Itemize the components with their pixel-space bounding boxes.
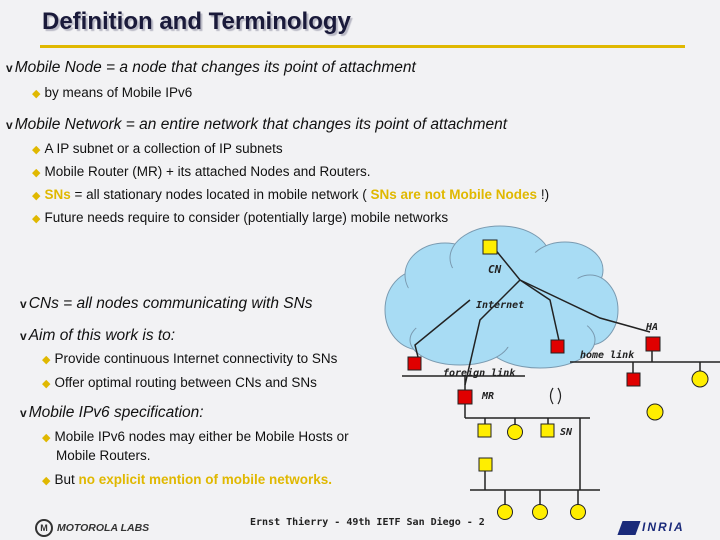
inria-emblem-icon bbox=[617, 521, 640, 535]
home-link-label: home link bbox=[580, 350, 635, 361]
sub-bullet-hosts-routers: ◆ Mobile IPv6 nodes may either be Mobile Hosts or bbox=[42, 429, 349, 444]
sn-node-3 bbox=[541, 424, 554, 437]
cn-node bbox=[483, 240, 497, 254]
sub-bullet-no-mention: ◆ But no explicit mention of mobile networks. bbox=[42, 472, 333, 487]
sub-bullet-continuous-connectivity: ◆ Provide continuous Internet connectivity to SNs bbox=[42, 351, 338, 366]
sub-bullet-subnets: ◆ A IP subnet or a collection of IP subnets bbox=[32, 141, 283, 156]
mr-router bbox=[458, 390, 472, 404]
sub-bullet-future-needs: ◆ Future needs require to consider (potentially large) mobile networks bbox=[32, 210, 449, 225]
foreign-link-label: foreign link bbox=[443, 368, 516, 379]
home-host-2 bbox=[647, 404, 663, 420]
sn-node-1 bbox=[478, 424, 491, 437]
sub-bullet-hosts-routers-cont: Mobile Routers. bbox=[56, 448, 151, 463]
bullet-mobile-node: v Mobile Node = a node that changes its point of attachment bbox=[6, 59, 416, 76]
sn-node-6 bbox=[533, 505, 548, 520]
ha-router bbox=[646, 337, 660, 351]
home-router bbox=[627, 373, 640, 386]
sn-label: SN bbox=[560, 427, 573, 438]
sub-bullet-optimal-routing: ◆ Offer optimal routing between CNs and SNs bbox=[42, 375, 317, 390]
sub-bullet-mobile-router: ◆ Mobile Router (MR) + its attached Nodes and Routers. bbox=[32, 164, 371, 179]
mobility-arcs bbox=[551, 388, 561, 404]
internet-router bbox=[551, 340, 564, 353]
motorola-logo: M MOTOROLA LABS bbox=[35, 519, 149, 537]
page-title: Definition and Terminology bbox=[42, 8, 351, 35]
sn-node-5 bbox=[498, 505, 513, 520]
sn-node-7 bbox=[571, 505, 586, 520]
home-host bbox=[692, 371, 708, 387]
sub-bullet-sns: ◆ SNs = all stationary nodes located in mobile network ( SNs are not Mobile Nodes !) bbox=[32, 187, 550, 202]
ha-label: HA bbox=[646, 322, 659, 333]
bullet-spec: v Mobile IPv6 specification: bbox=[20, 404, 204, 421]
sub-bullet-mobile-ipv6: ◆ by means of Mobile IPv6 bbox=[32, 85, 193, 100]
footer-credit: Ernst Thierry - 49th IETF San Diego - 2 bbox=[250, 517, 485, 528]
inria-logo: INRIA bbox=[620, 520, 685, 535]
motorola-emblem-icon: M bbox=[35, 519, 53, 537]
sn-node-4 bbox=[479, 458, 492, 471]
sn-node-2 bbox=[508, 425, 523, 440]
internet-label: Internet bbox=[476, 300, 525, 311]
mr-label: MR bbox=[482, 391, 495, 402]
foreign-router bbox=[408, 357, 421, 370]
cn-label: CN bbox=[488, 263, 502, 276]
bullet-cns: v CNs = all nodes communicating with SNs bbox=[20, 295, 313, 312]
bullet-aim: v Aim of this work is to: bbox=[20, 327, 176, 344]
bullet-mobile-network: v Mobile Network = an entire network that changes its point of attachment bbox=[6, 116, 508, 133]
